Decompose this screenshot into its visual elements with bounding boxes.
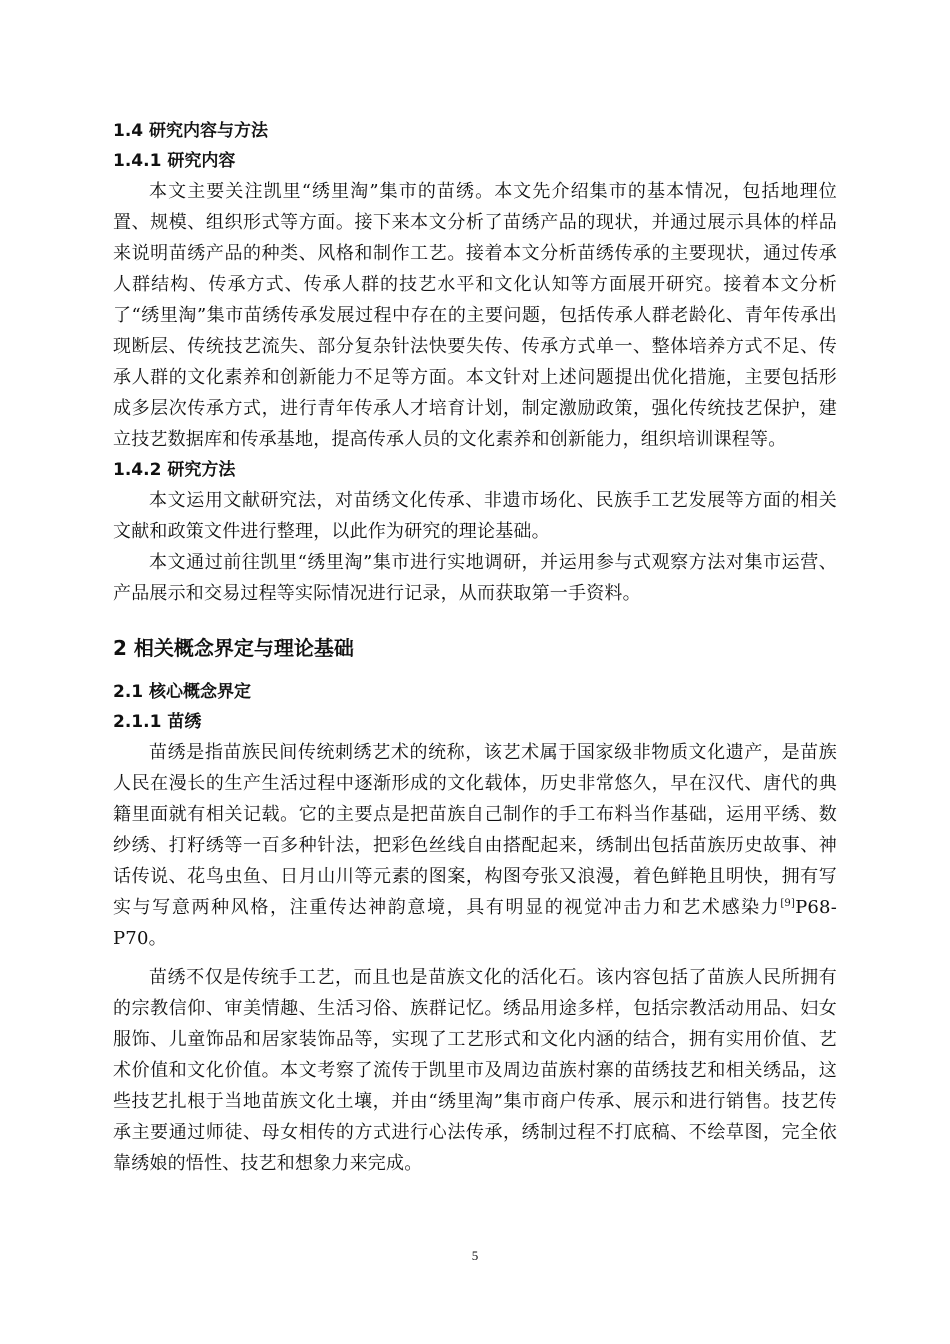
heading-2-1: 2.1 核心概念界定 xyxy=(113,682,252,702)
heading-1-4: 1.4 研究内容与方法 xyxy=(113,121,269,141)
paragraph-miao-embroidery-culture: 苗绣不仅是传统手工艺，而且也是苗族文化的活化石。该内容包括了苗族人民所拥有的宗教信仰、审美情趣、生活习俗、族群记忆。绣品用途多样，包括宗教活动用品、妇女服饰、儿童饰品和居家装饰品等，实现了工艺形式和文化内涵的结合，拥有实用价值、艺术价值和文化价值。本文考察了流传于凯里市及周边苗族村寨的苗绣技艺和相关绣品，这些技艺扎根于当地苗族文化土壤，并由“绣里淘”集市商户传承、展示和进行销售。技艺传承主要通过师徒、母女相传的方式进行心法传承，绣制过程不打底稿、不绘草图，完全依靠绣娘的悟性、技艺和想象力来完成。 xyxy=(113,967,837,1174)
citation-superscript: [9] xyxy=(780,898,796,909)
citation-pages: P68-P70 xyxy=(113,897,837,949)
document-body xyxy=(113,116,837,1179)
paragraph-method-literature: 本文运用文献研究法，对苗绣文化传承、非遗市场化、民族手工艺发展等方面的相关文献和政策文件进行整理，以此作为研究的理论基础。 xyxy=(113,490,837,542)
heading-2-1-1: 2.1.1 苗绣 xyxy=(113,712,202,732)
paragraph-spacer xyxy=(113,954,837,962)
paragraph-end-mark: 。 xyxy=(148,928,167,949)
page-number: 5 xyxy=(471,1248,479,1263)
heading-1-4-2: 1.4.2 研究方法 xyxy=(113,460,236,480)
paragraph-text: 苗绣是指苗族民间传统刺绣艺术的统称，该艺术属于国家级非物质文化遗产，是苗族人民在漫长的生产生活过程中逐渐形成的文化载体，历史非常悠久，早在汉代、唐代的典籍里面就有相关记载。它的主要点是把苗族自己制作的手工布料当作基础，运用平绣、数纱绣、打籽绣等一百多种针法，把彩色丝线自由搭配起来，绣制出包括苗族历史故事、神话传说、花鸟虫鱼、日月山川等元素的图案，构图夸张又浪漫，着色鲜艳且明快，拥有写实与写意两种风格，注重传达神韵意境，具有明显的视觉冲击力和艺术感染力 xyxy=(113,742,837,918)
paragraph-research-content: 本文主要关注凯里“绣里淘”集市的苗绣。本文先介绍集市的基本情况，包括地理位置、规模、组织形式等方面。接下来本文分析了苗绣产品的现状，并通过展示具体的样品来说明苗绣产品的种类、风格和制作工艺。接着本文分析苗绣传承的主要现状，通过传承人群结构、传承方式、传承人群的技艺水平和文化认知等方面展开研究。接着本文分析了“绣里淘”集市苗绣传承发展过程中存在的主要问题，包括传承人群老龄化、青年传承出现断层、传统技艺流失、部分复杂针法快要失传、传承方式单一、整体培养方式不足、传承人群的文化素养和创新能力不足等方面。本文针对上述问题提出优化措施，主要包括形成多层次传承方式，进行青年传承人才培育计划，制定激励政策，强化传统技艺保护，建立技艺数据库和传承基地，提高传承人员的文化素养和创新能力，组织培训课程等。 xyxy=(113,181,837,450)
paragraph-miao-embroidery-definition xyxy=(113,737,837,954)
heading-2: 2 相关概念界定与理论基础 xyxy=(113,636,354,660)
paragraph-method-fieldwork: 本文通过前往凯里“绣里淘”集市进行实地调研，并运用参与式观察方法对集市运营、产品展示和交易过程等实际情况进行记录，从而获取第一手资料。 xyxy=(113,552,837,604)
heading-1-4-1: 1.4.1 研究内容 xyxy=(113,151,236,171)
